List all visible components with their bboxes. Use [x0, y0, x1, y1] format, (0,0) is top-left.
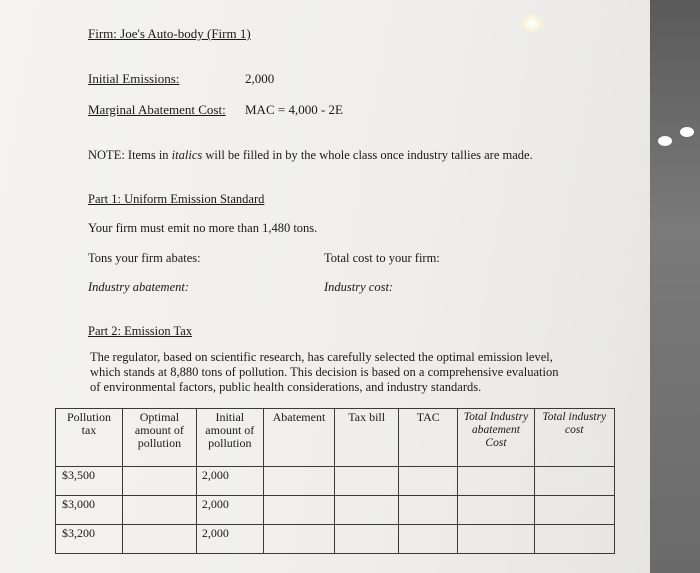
industry-cost-cell[interactable]: [534, 496, 614, 525]
light-reflection-dot: [658, 136, 672, 146]
background-edge: [650, 0, 700, 573]
header-abatement: Abatement: [263, 409, 334, 467]
header-tax-bill: Tax bill: [335, 409, 399, 467]
note-text: [88, 148, 533, 163]
header-tac: TAC: [399, 409, 458, 467]
emission-tax-table: [55, 408, 615, 554]
tax-cell: $3,000: [56, 496, 123, 525]
note-suffix: will be filled in by the whole class once industry tallies are made.: [202, 148, 533, 162]
initial-emissions-label: Initial Emissions:: [88, 71, 180, 86]
tax-bill-cell[interactable]: [335, 496, 399, 525]
tac-cell[interactable]: [399, 525, 458, 554]
optimal-cell[interactable]: [122, 525, 196, 554]
tac-cell[interactable]: [399, 467, 458, 496]
initial-cell: 2,000: [196, 496, 263, 525]
mac-label: Marginal Abatement Cost:: [88, 102, 226, 117]
table-header-row: [56, 409, 615, 467]
note-prefix: NOTE: Items in: [88, 148, 172, 162]
table-row: [56, 525, 615, 554]
tax-cell: $3,500: [56, 467, 123, 496]
abatement-cell[interactable]: [263, 496, 334, 525]
abatement-cell[interactable]: [263, 467, 334, 496]
optimal-cell[interactable]: [122, 467, 196, 496]
table-row: [56, 467, 615, 496]
industry-abatement-label: Industry abatement:: [88, 280, 190, 294]
industry-cost-label: Industry cost:: [324, 280, 394, 294]
part2-paragraph: The regulator, based on scientific research, has carefully selected the optimal emission level, which stands at 8,880 tons of pollution. This decision is based on a comprehensive evaluation of environmental factors, public health considerations, and industry standards.: [90, 350, 559, 394]
header-total-industry-abatement-cost: Total Industry abatement Cost: [458, 409, 534, 467]
industry-abatement-cost-cell[interactable]: [458, 467, 534, 496]
header-pollution-tax: Pollution tax: [56, 409, 123, 467]
abatement-cell[interactable]: [263, 525, 334, 554]
part1-title: Part 1: Uniform Emission Standard: [88, 192, 265, 206]
light-reflection-dot: [680, 127, 694, 137]
note-italic-word: italics: [171, 148, 203, 162]
part2-title: Part 2: Emission Tax: [88, 324, 193, 338]
total-cost-label: Total cost to your firm:: [324, 251, 440, 265]
tax-bill-cell[interactable]: [335, 467, 399, 496]
light-glare: [520, 14, 544, 32]
part1-limit-text: Your firm must emit no more than 1,480 tons.: [88, 221, 318, 235]
initial-emissions-value: 2,000: [245, 71, 275, 86]
tac-cell[interactable]: [399, 496, 458, 525]
firm-heading: Firm: Joe's Auto-body (Firm 1): [88, 26, 251, 41]
tons-abates-label: Tons your firm abates:: [88, 251, 201, 265]
tax-bill-cell[interactable]: [335, 525, 399, 554]
industry-cost-cell[interactable]: [534, 467, 614, 496]
industry-cost-cell[interactable]: [534, 525, 614, 554]
table-row: [56, 496, 615, 525]
header-optimal-pollution: Optimal amount of pollution: [122, 409, 196, 467]
initial-cell: 2,000: [196, 467, 263, 496]
optimal-cell[interactable]: [122, 496, 196, 525]
header-initial-pollution: Initial amount of pollution: [196, 409, 263, 467]
initial-cell: 2,000: [196, 525, 263, 554]
tax-cell: $3,200: [56, 525, 123, 554]
mac-formula: MAC = 4,000 - 2E: [245, 102, 343, 117]
industry-abatement-cost-cell[interactable]: [458, 525, 534, 554]
header-total-industry-cost: Total industry cost: [534, 409, 614, 467]
industry-abatement-cost-cell[interactable]: [458, 496, 534, 525]
